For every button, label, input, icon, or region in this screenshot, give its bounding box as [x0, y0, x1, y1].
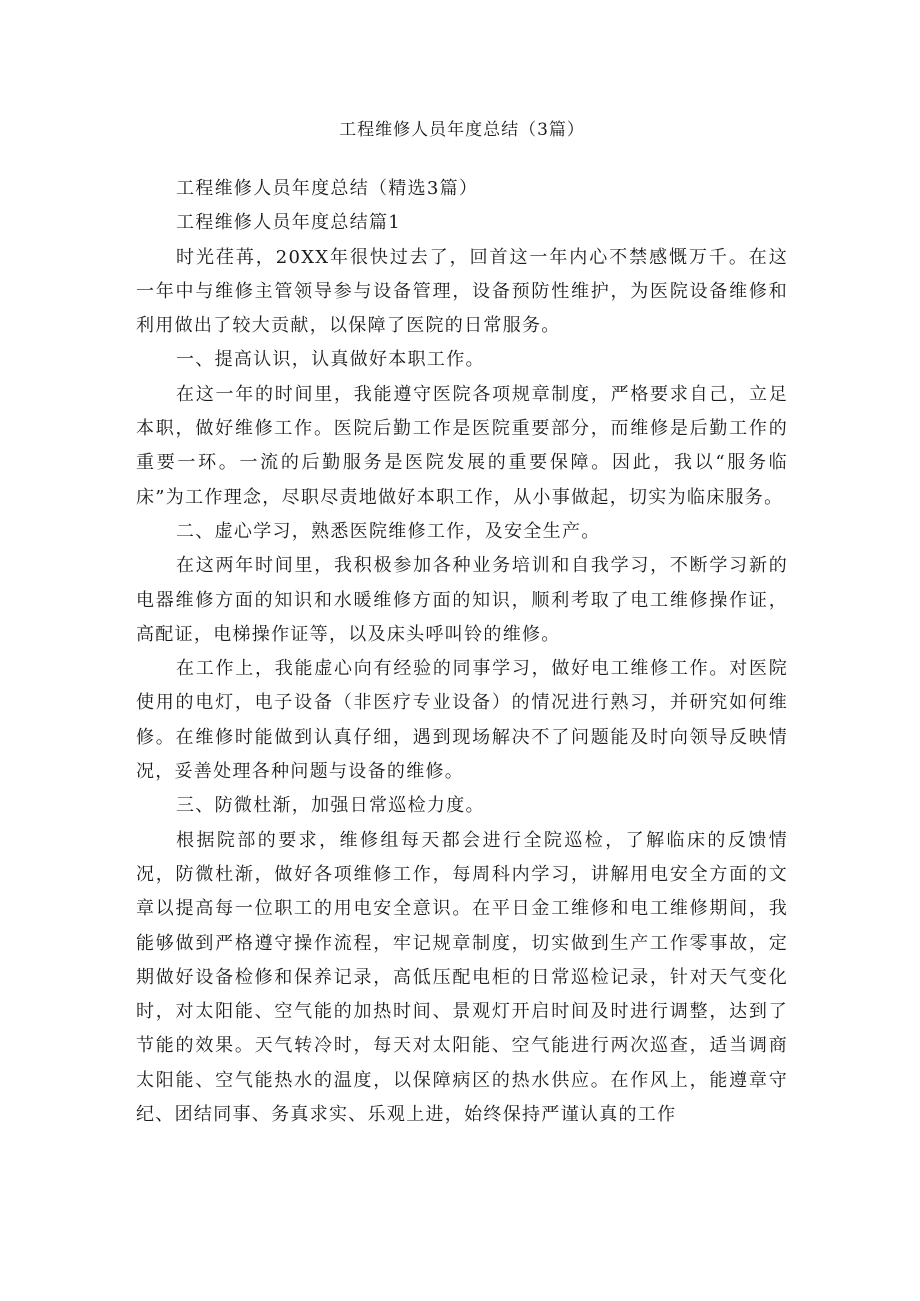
paragraph: 在这两年时间里，我积极参加各种业务培训和自我学习，不断学习新的电器维修方面的知识和水暖维修方面的知识，顺利考取了电工维修操作证，高配证，电梯操作证等，以及床头呼叫铃的维修。: [136, 555, 788, 645]
section-heading: 一、提高认识，认真做好本职工作。: [176, 349, 485, 371]
section-heading: 工程维修人员年度总结篇1: [176, 212, 402, 234]
paragraph: 在工作上，我能虚心向有经验的同事学习，做好电工维修工作。对医院使用的电灯，电子设备（非医疗专业设备）的情况进行熟习，并研究如何维修。在维修时能做到认真仔细，遇到现场解决不了问题能及时向领导反映情况，妥善处理各种问题与设备的维修。: [136, 658, 788, 783]
paragraph: 根据院部的要求，维修组每天都会进行全院巡检，了解临床的反馈情况，防微杜渐，做好各项维修工作，每周科内学习，讲解用电安全方面的文章以提高每一位职工的用电安全意识。在平日金工维修和电工维修期间，我能够做到严格遵守操作流程，牢记规章制度，切实做到生产工作零事故，定期做好设备检修和保养记录，高低压配电柜的日常巡检记录，针对天气变化时，对太阳能、空气能的加热时间、景观灯开启时间及时进行调整，达到了节能的效果。天气转冷时，每天对太阳能、空气能进行两次巡查，适当调商太阳能、空气能热水的温度，以保障病区的热水供应。在作风上，能遵章守纪、团结同事、务真求实、乐观上进，始终保持严谨认真的工作: [136, 829, 788, 1126]
paragraph: 在这一年的时间里，我能遵守医院各项规章制度，严格要求自己，立足本职，做好维修工作。医院后勤工作是医院重要部分，而维修是后勤工作的重要一环。一流的后勤服务是医院发展的重要保障。因此，我以“服务临床”为工作理念，尽职尽责地做好本职工作，从小事做起，切实为临床服务。: [136, 383, 788, 508]
paragraph: 时光荏苒，20XX年很快过去了，回首这一年内心不禁感慨万千。在这一年中与维修主管领导参与设备管理，设备预防性维护，为医院设备维修和利用做出了较大贡献，以保障了医院的日常服务。: [136, 246, 788, 337]
section-heading: 二、虚心学习，熟悉医院维修工作，及安全生产。: [176, 520, 601, 542]
document-title: 工程维修人员年度总结（3篇）: [339, 120, 585, 140]
subtitle-paragraph: 工程维修人员年度总结（精选3篇）: [176, 178, 479, 199]
document-body: [136, 172, 788, 1132]
section-heading: 三、防微杜渐，加强日常巡检力度。: [176, 795, 485, 817]
